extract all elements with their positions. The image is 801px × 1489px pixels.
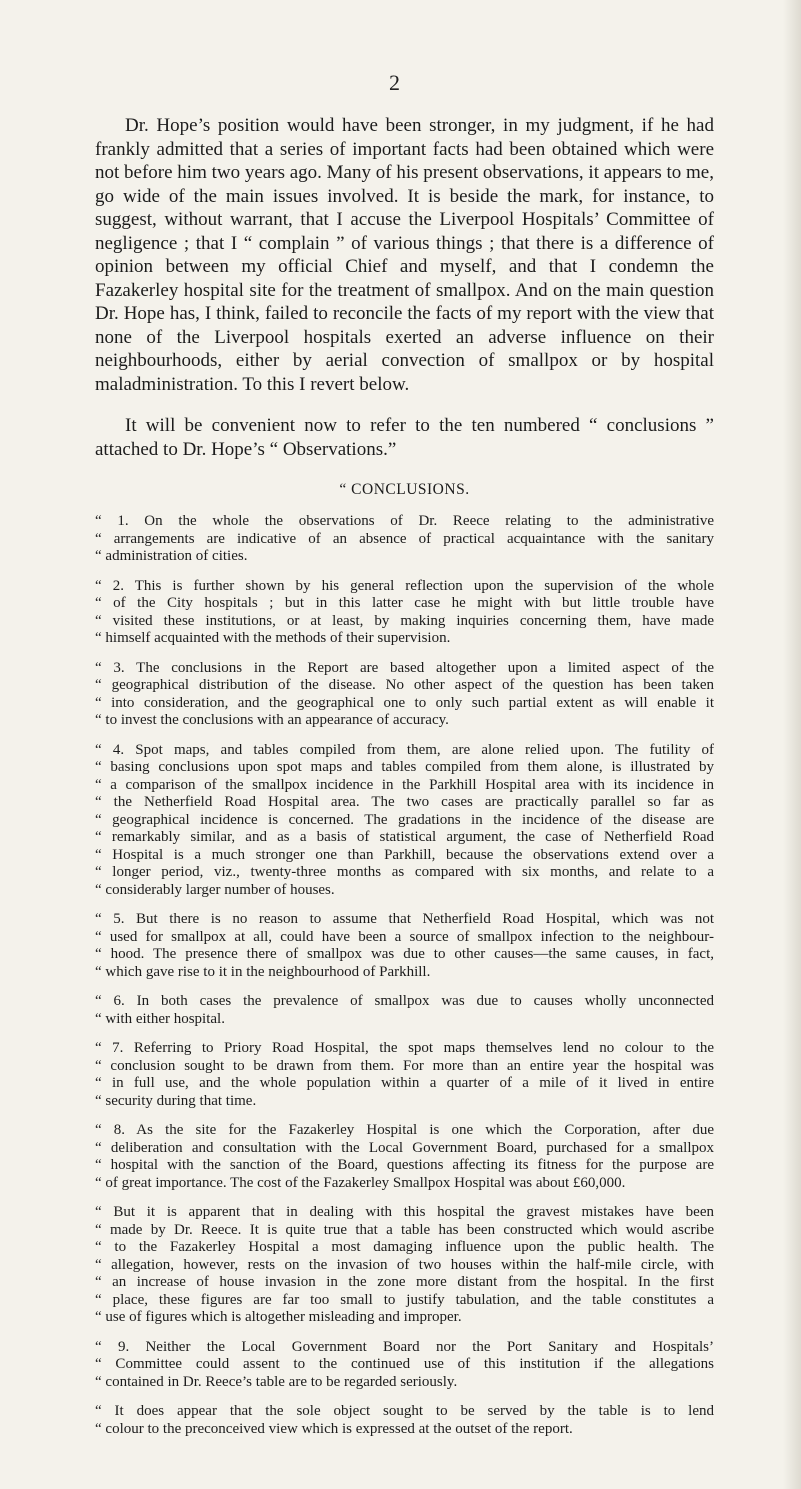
conclusion-line: “ 7. Referring to Priory Road Hospital, the spot maps themselves lend no colour to the [95,1040,714,1056]
conclusion-item [95,1403,714,1438]
conclusion-line: “ 5. But there is no reason to assume that Netherfield Road Hospital, which was not [95,911,714,927]
conclusion-line: “ use of figures which is altogether misleading and improper. [95,1309,462,1325]
conclusion-line: “ security during that time. [95,1092,257,1109]
conclusion-item [95,1339,714,1392]
conclusions-heading: “ CONCLUSIONS. [339,481,470,498]
conclusion-line: “ It does appear that the sole object sought to be served by the table is to lend [95,1403,714,1419]
conclusion-item [95,993,714,1028]
conclusion-line: “ remarkably similar, and as a basis of statistical argument, the case of Netherfield Road [95,829,714,845]
conclusion-item [95,742,714,900]
body-paragraph: Dr. Hope’s position would have been stronger, in my judgment, if he had frankly admitted that a series of important facts had been obtained which were not before him two years ago. Many of his present observations, it appears to me, go wide of the main issues involved. It is beside the mark, for instance, to suggest, without warrant, that I accuse the Liverpool Hospitals’ Committee of negligence ; that I “ complain ” of various things ; that there is a difference of opinion between my official Chief and myself, and that I condemn the Fazakerley hospital site for the treatment of smallpox. And on the main question Dr. Hope has, I think, failed to reconcile the facts of my report with the view that none of the Liverpool hospitals exerted an adverse influence on their neighbourhoods, either by aerial convection of smallpox or by hospital maladministration. To this I revert below. [95,115,714,395]
conclusion-line: “ of great importance. The cost of the Fazakerley Smallpox Hospital was about £60,000. [95,1174,626,1191]
conclusion-line: “ geographical distribution of the disease. No other aspect of the question has been taken [95,677,714,693]
conclusion-line: “ basing conclusions upon spot maps and tables compiled from them alone, is illustrated by [95,759,714,775]
conclusion-line: “ But it is apparent that in dealing with this hospital the gravest mistakes have been [95,1204,714,1220]
conclusion-line: “ a comparison of the smallpox incidence in the Parkhill Hospital area with its incidence in [95,776,714,793]
conclusion-line: “ used for smallpox at all, could have been a source of smallpox infection to the neighbour- [95,928,714,945]
conclusion-line: “ conclusion sought to be drawn from them. For more than an entire year the hospital was [95,1057,714,1074]
conclusions-list [95,513,714,1438]
conclusion-line: “ contained in Dr. Reece’s table are to be regarded seriously. [95,1373,458,1390]
conclusion-line: “ 9. Neither the Local Government Board nor the Port Sanitary and Hospitals’ [95,1338,714,1355]
conclusion-item [95,1204,714,1327]
conclusion-line: “ an increase of house invasion in the zone more distant from the hospital. In the first [95,1274,714,1290]
conclusion-line: “ which gave rise to it in the neighbourhood of Parkhill. [95,963,431,980]
page-number: 2 [389,70,400,95]
conclusion-line: “ 3. The conclusions in the Report are based altogether upon a limited aspect of the [95,659,714,676]
conclusion-line: “ hospital with the sanction of the Board, questions affecting its fitness for the purpose are [95,1157,714,1173]
conclusion-line: “ 4. Spot maps, and tables compiled from them, are alone relied upon. The futility of [95,741,714,758]
conclusion-line: “ colour to the preconceived view which is expressed at the outset of the report. [95,1420,573,1437]
conclusion-line: “ in full use, and the whole population within a quarter of a mile of it lived in entire [95,1075,714,1091]
conclusion-line: “ to invest the conclusions with an appearance of accuracy. [95,712,449,728]
page-edge-shadow [783,0,801,1489]
conclusion-line: “ the Netherfield Road Hospital area. The two cases are practically parallel so far as [95,794,714,810]
conclusion-item [95,578,714,648]
conclusion-line: “ himself acquainted with the methods of their supervision. [95,630,451,646]
conclusion-line: “ of the City hospitals ; but in this latter case he might with but little trouble have [95,595,714,611]
conclusion-line: “ visited these institutions, or at least, by making inquiries concerning them, have made [95,612,714,629]
conclusion-item [95,911,714,981]
conclusion-line: “ administration of cities. [95,548,248,564]
conclusion-line: “ considerably larger number of houses. [95,881,335,898]
conclusion-item [95,660,714,730]
conclusion-line: “ Hospital is a much stronger one than Parkhill, because the observations extend over a [95,846,714,863]
conclusion-line: “ to the Fazakerley Hospital a most damaging influence upon the public health. The [95,1239,714,1255]
conclusion-line: “ Committee could assent to the continued use of this institution if the allegations [95,1356,714,1372]
conclusion-line: “ 2. This is further shown by his general reflection upon the supervision of the whole [95,577,714,594]
conclusion-line: “ made by Dr. Reece. It is quite true that a table has been constructed which would ascribe [95,1221,714,1238]
body-paragraph: It will be convenient now to refer to the ten numbered “ conclusions ” attached to Dr. Hope’s “ Observations.” [95,415,714,460]
conclusion-item [95,513,714,566]
conclusion-line: “ longer period, viz., twenty-three months as compared with six months, and relate to a [95,864,714,880]
conclusion-line: “ arrangements are indicative of an absence of practical acquaintance with the sanitary [95,530,714,547]
conclusion-line: “ 1. On the whole the observations of Dr. Reece relating to the administrative [95,513,714,529]
conclusion-line: “ hood. The presence there of smallpox was due to other causes—the same causes, in fact, [95,946,714,962]
document-body [95,114,714,1450]
conclusion-line: “ allegation, however, rests on the invasion of two houses within the half-mile circle, with [95,1256,714,1273]
conclusion-line: “ place, these figures are far too small to justify tabulation, and the table constitutes a [95,1291,714,1308]
conclusion-item [95,1040,714,1110]
conclusion-item [95,1122,714,1192]
conclusion-line: “ into consideration, and the geographical one to only such partial extent as will enable it [95,694,714,711]
conclusion-line: “ with either hospital. [95,1010,225,1027]
conclusion-line: “ geographical incidence is concerned. The gradations in the incidence of the disease are [95,811,714,828]
conclusion-line: “ 8. As the site for the Fazakerley Hospital is one which the Corporation, after due [95,1122,714,1138]
conclusion-line: “ 6. In both cases the prevalence of smallpox was due to causes wholly unconnected [95,993,714,1009]
conclusion-line: “ deliberation and consultation with the Local Government Board, purchased for a smallpox [95,1139,714,1156]
